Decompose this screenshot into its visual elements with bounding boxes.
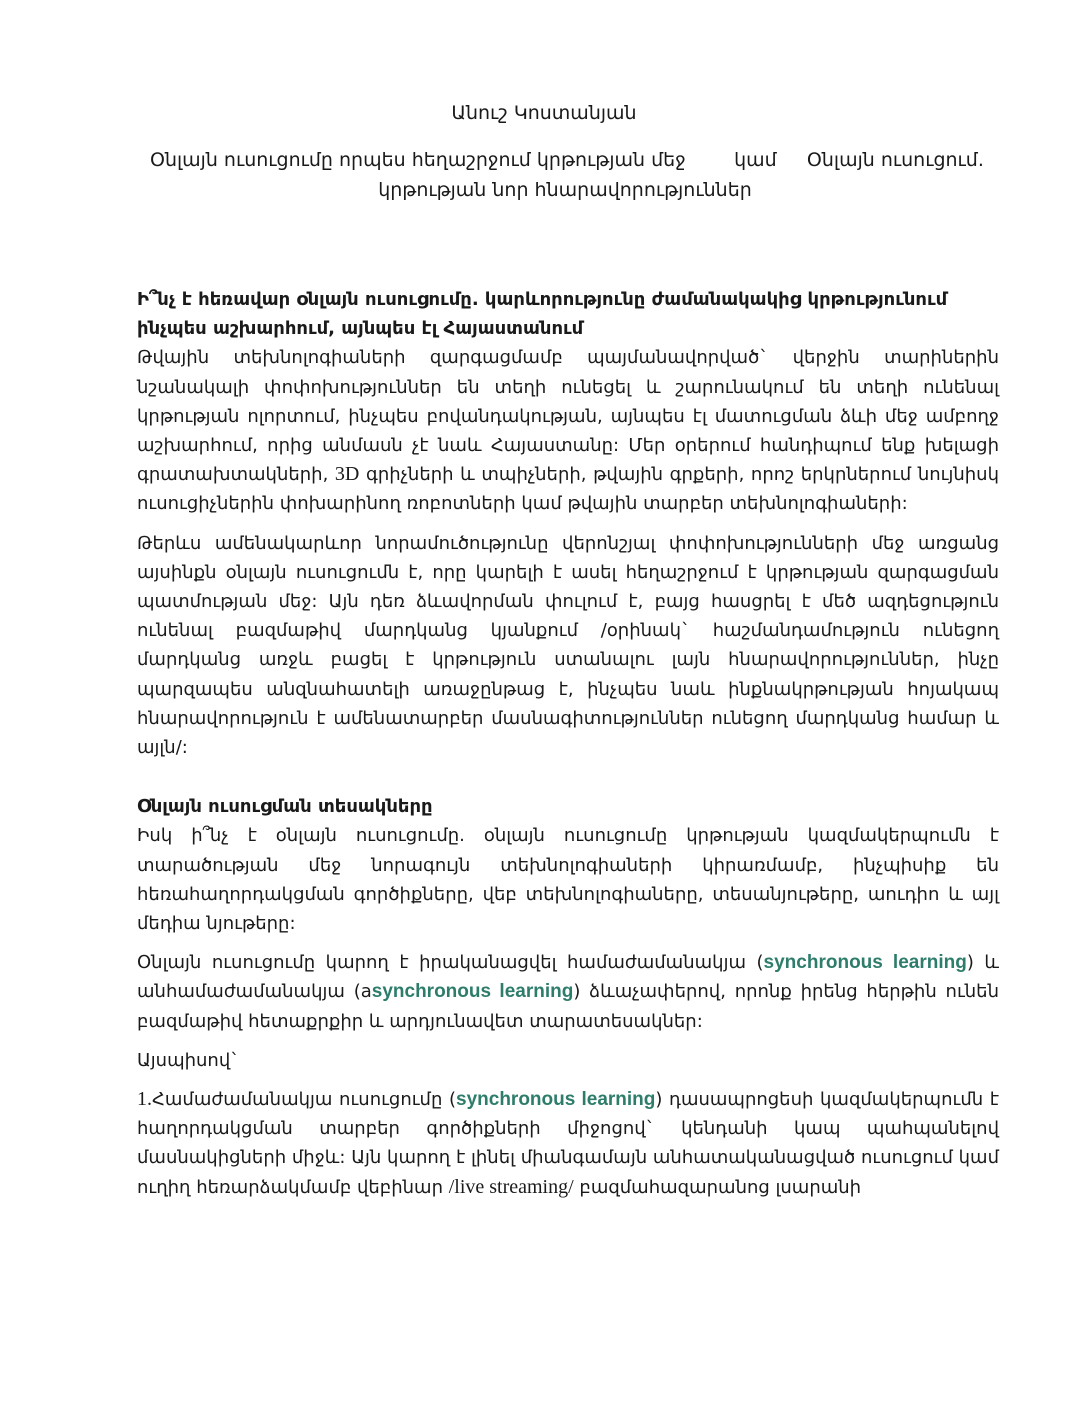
- paragraph-text: գրիչների և տպիչների, թվային գրքերի, որոշ երկրներում նույնիսկ ուսուցիչներին փոխարինող ռոբոտների կամ թվային տարբեր տեխնոլոգիաների:: [137, 464, 999, 515]
- paragraph-text: ) և անհամաժամանակյա (: [137, 952, 999, 1003]
- section-heading-importance: Ի՞նչ է հեռավար օնլայն ուսուցումը. կարևորությունը ժամանակակից կրթությունում ինչպես աշխարհում, այնպես էլ Հայաստանում: [137, 289, 948, 340]
- document-body: [137, 285, 999, 1212]
- title-line-1: Օնլայն ուսուցումը որպես հեղաշրջում կրթության մեջ կամ Օնլայն ուսուցում.: [150, 149, 984, 171]
- paragraph-text: 3D: [334, 463, 360, 486]
- paragraph-text: Օնլայն ուսուցումը կարող է իրականացվել համաժամանակյա (: [137, 952, 764, 974]
- english-term: synchronous learning: [456, 1089, 656, 1111]
- paragraph-text: ) ձևաչափերով, որոնք իրենց հերթին ունեն բազմաթիվ հետաքրքիր և արդյունավետ տարատեսակներ:: [137, 981, 999, 1032]
- list-number: 1.: [137, 1088, 152, 1111]
- paragraph-text: Համաժամանակյա ուսուցումը (: [152, 1089, 457, 1111]
- document-title: [150, 145, 984, 205]
- english-term: synchronous learning: [371, 981, 574, 1003]
- title-line-2: կրթության նոր հնարավորություններ: [378, 179, 752, 201]
- paragraph: [137, 343, 999, 518]
- paragraph-text: ) դասապրոցեսի կազմակերպումն է հաղորդակցման տարբեր գործիքների միջոցով` կենդանի կապ պահպանելով մասնակիցների միջև: Այն կարող է լինել միանգամայն անհատականացված ուսուցում կամ ուղիղ հեռարձակմամբ վեբինար: [137, 1089, 1000, 1198]
- author-name: Անուշ Կոստանյան: [451, 102, 637, 124]
- paragraph-text: a: [360, 981, 372, 1003]
- paragraph-text: Թվային տեխնոլոգիաների զարգացմամբ պայմանավորված` վերջին տարիներին նշանակալի փոփոխություններ են տեղի ունեցել և շարունակում են տեղի ունենալ կրթության ոլորտում, ինչպես բովանդակության, այնպես էլ մատուցման ձևի մեջ ամբողջ աշխարհում, որից անմասն չէ նաև Հայաստանը: Մեր օրերում հանդիպում ենք խելացի գրատախտակների,: [137, 347, 999, 486]
- paragraph: Թերևս ամենակարևոր նորամուծությունը վերոնշյալ փոփոխությունների մեջ առցանց այսինքն օնլայն ուսուցումն է, որը կարելի է ասել հեղաշրջում է կրթության զարգացման պատմության մեջ: Այն դեռ ձևավորման փուլում է, բայց հասցրել է մեծ ազդեցություն ունենալ բազմաթիվ մարդկանց կյանքում /օրինակ` հաշմանդամություն ունեցող մարդկանց առջև բացել է կրթություն ստանալու լայն հնարավորություններ, ինչը պարզապես անզնահատելի առաջընթաց է, ինչպես նաև ինքնակրթության հոյակապ հնարավորություն է ամենատարբեր մասնագիտություններ ունեցող մարդկանց համար և այլն/:: [137, 532, 999, 759]
- paragraph: [137, 948, 999, 1036]
- paragraph: Այսպիսով`: [137, 1049, 240, 1071]
- paragraph: Իսկ ի՞նչ է օնլայն ուսուցումը. օնլայն ուսուցումը կրթության կազմակերպումն է տարածության մեջ նորագույն տեխնոլոգիաների կիրառմամբ, ինչպիսիք են հեռահաղորդակցման գործիքները, վեբ տեխնոլոգիաները, տեսանյութերը, աուդիո և այլ մեդիա նյութերը:: [137, 825, 999, 935]
- paragraph: [137, 1085, 999, 1202]
- paragraph-text: բազմահազարանոց լսարանի: [573, 1176, 862, 1198]
- english-term: /live streaming/: [448, 1175, 574, 1198]
- section-heading-types: Օնլայն ուսուցման տեսակները: [137, 796, 433, 818]
- english-term: synchronous learning: [763, 952, 967, 974]
